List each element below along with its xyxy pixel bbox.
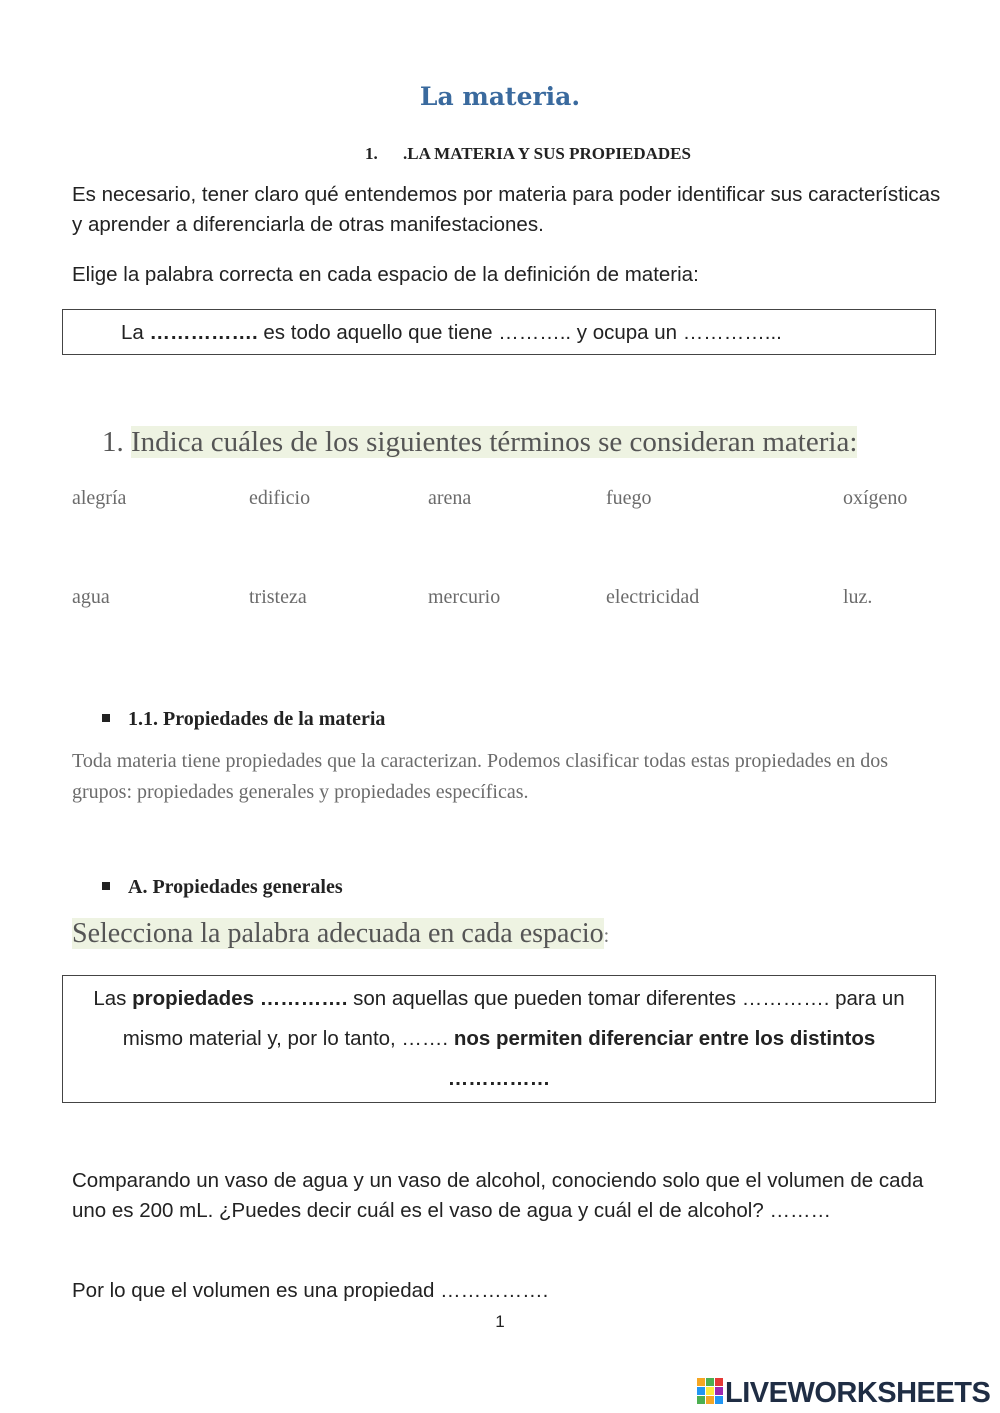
section-number: 1. bbox=[365, 144, 378, 163]
subsection-1-1-heading bbox=[102, 708, 385, 731]
select-prompt-colon: : bbox=[603, 925, 610, 947]
general-text-1: Las bbox=[93, 987, 133, 1010]
section-heading bbox=[365, 144, 691, 164]
term-item[interactable]: luz. bbox=[843, 586, 873, 608]
definition-box bbox=[62, 309, 936, 355]
select-prompt-text: Selecciona la palabra adecuada en cada espacio bbox=[72, 918, 604, 949]
term-item[interactable]: edificio bbox=[249, 487, 311, 509]
comparison-paragraph: Comparando un vaso de agua y un vaso de alcohol, conociendo solo que el volumen de cada uno es 200 mL. ¿Puedes decir cuál es el vaso de agua y cuál el de alcohol? ……… bbox=[72, 1169, 924, 1222]
general-properties-box bbox=[62, 975, 936, 1103]
intro-paragraph: Es necesario, tener claro qué entendemos por materia para poder identificar sus características y aprender a diferenciarla de otras manifestaciones. bbox=[72, 183, 941, 236]
term-item[interactable]: arena bbox=[428, 487, 472, 509]
volume-question[interactable]: Por lo que el volumen es una propiedad ……………. bbox=[72, 1279, 549, 1302]
liveworksheets-logo-text: LIVEWORKSHEETS bbox=[725, 1377, 991, 1409]
general-text-2[interactable]: son aquellas que pueden tomar diferentes …………. para un mismo material y, por lo tanto, ……. bbox=[122, 987, 905, 1050]
term-item[interactable]: fuego bbox=[606, 487, 652, 509]
term-item[interactable]: agua bbox=[72, 586, 110, 608]
page-title: La materia. bbox=[419, 82, 581, 111]
subsection-1-1-text: Toda materia tiene propiedades que la caracterizan. Podemos clasificar todas estas propiedades en dos grupos: propiedades generales y propiedades específicas. bbox=[72, 750, 889, 803]
liveworksheets-logo-icon bbox=[697, 1378, 723, 1409]
definition-text-1: La bbox=[121, 321, 150, 344]
general-bold-1[interactable]: propiedades …………. bbox=[132, 987, 348, 1010]
subsection-1-1-title: 1.1. Propiedades de la materia bbox=[128, 708, 386, 730]
liveworksheets-logo bbox=[697, 1377, 990, 1411]
term-item[interactable]: alegría bbox=[72, 487, 127, 509]
square-bullet-icon bbox=[102, 714, 110, 722]
page-number: 1 bbox=[495, 1312, 505, 1331]
term-item[interactable]: mercurio bbox=[428, 586, 501, 608]
term-item[interactable]: electricidad bbox=[606, 586, 700, 608]
instruction-paragraph: Elige la palabra correcta en cada espacio de la definición de materia: bbox=[72, 263, 699, 286]
square-bullet-icon bbox=[102, 882, 110, 890]
section-heading-text: .LA MATERIA Y SUS PROPIEDADES bbox=[403, 144, 691, 163]
select-prompt bbox=[72, 918, 609, 950]
subsection-a-title: A. Propiedades generales bbox=[128, 876, 343, 898]
definition-text-2: es todo aquello que tiene ……….. y ocupa un …………... bbox=[257, 321, 782, 344]
general-bold-2[interactable]: nos permiten diferenciar entre los distintos …………… bbox=[447, 1027, 876, 1090]
definition-blank-1[interactable]: ……………. bbox=[149, 321, 258, 344]
question-1-number: 1. bbox=[102, 426, 131, 458]
question-1-text: Indica cuáles de los siguientes términos se consideran materia: bbox=[131, 426, 858, 458]
question-1 bbox=[102, 426, 857, 459]
term-item[interactable]: oxígeno bbox=[843, 487, 908, 509]
term-item[interactable]: tristeza bbox=[249, 586, 307, 608]
subsection-a-heading bbox=[102, 876, 343, 899]
